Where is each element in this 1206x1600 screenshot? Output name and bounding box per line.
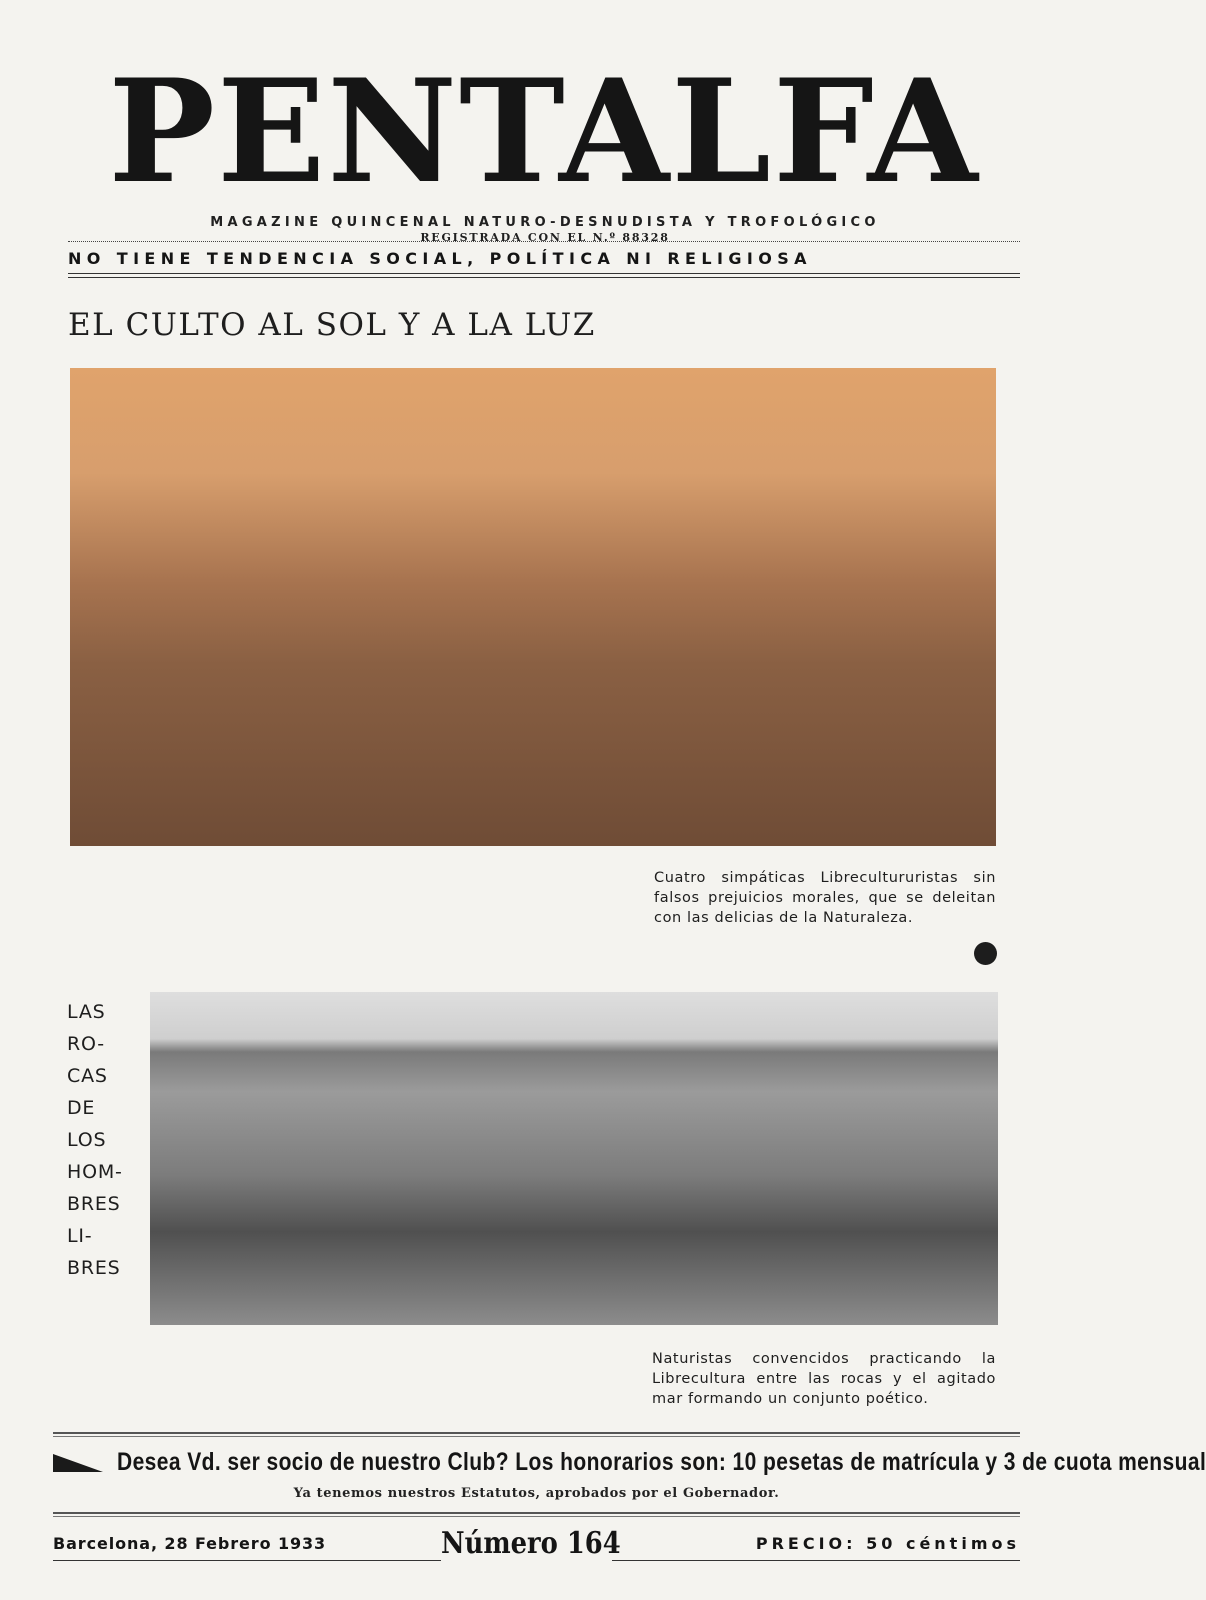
pointer-arrow-icon	[53, 1452, 103, 1474]
issue-number: Número 164	[441, 1526, 621, 1561]
footer-rule	[53, 1560, 441, 1561]
photo-caption-1: Cuatro simpáticas Librecultururistas sin falsos prejuicios morales, que se deleitan con las delicias de la Naturaleza.	[654, 870, 996, 926]
club-membership-notice: Desea Vd. ser socio de nuestro Club? Los honorarios son: 10 pesetas de matrícula y 3 de cuota mensual	[117, 1448, 1206, 1476]
issue-date: Barcelona, 28 Febrero 1933	[53, 1534, 327, 1553]
bullet-dot	[974, 942, 997, 965]
side-title-line: BRES	[67, 1257, 121, 1279]
registration-number: REGISTRADA CON EL N.º 88328	[420, 231, 670, 244]
statutes-note: Ya tenemos nuestros Estatutos, aprobados por el Gobernador.	[293, 1486, 780, 1501]
side-title-line: CAS	[67, 1065, 108, 1087]
side-title-line: HOM-	[67, 1161, 123, 1183]
issue-price: PRECIO: 50 céntimos	[755, 1534, 1020, 1553]
divider-rule	[53, 1516, 1020, 1517]
masthead-subtitle: MAGAZINE QUINCENAL NATURO-DESNUDISTA Y TROFOLÓGICO	[210, 215, 880, 230]
side-title-line: RO-	[67, 1033, 105, 1055]
divider-rule	[68, 273, 1020, 274]
masthead-title: PENTALFA	[108, 49, 980, 215]
masthead-tagline: NO TIENE TENDENCIA SOCIAL, POLÍTICA NI RELIGIOSA	[68, 249, 812, 268]
divider-rule	[53, 1436, 1020, 1437]
side-title-line: DE	[67, 1097, 96, 1119]
footer-rule	[612, 1560, 1020, 1561]
dotted-divider	[68, 241, 1020, 242]
page-headline: EL CULTO AL SOL Y A LA LUZ	[68, 307, 596, 343]
divider-rule	[68, 277, 1020, 278]
side-title-line: LI-	[67, 1225, 93, 1247]
side-title	[67, 996, 147, 1284]
side-title-line: LAS	[67, 1001, 106, 1023]
beach-rocks-photo	[150, 992, 998, 1325]
side-title-line: LOS	[67, 1129, 107, 1151]
sepia-group-photo	[70, 368, 996, 846]
divider-rule	[53, 1432, 1020, 1434]
divider-rule	[53, 1512, 1020, 1514]
photo-caption-2: Naturistas convencidos practicando la Librecultura entre las rocas y el agitado mar formando un conjunto poético.	[652, 1351, 996, 1407]
side-title-line: BRES	[67, 1193, 121, 1215]
